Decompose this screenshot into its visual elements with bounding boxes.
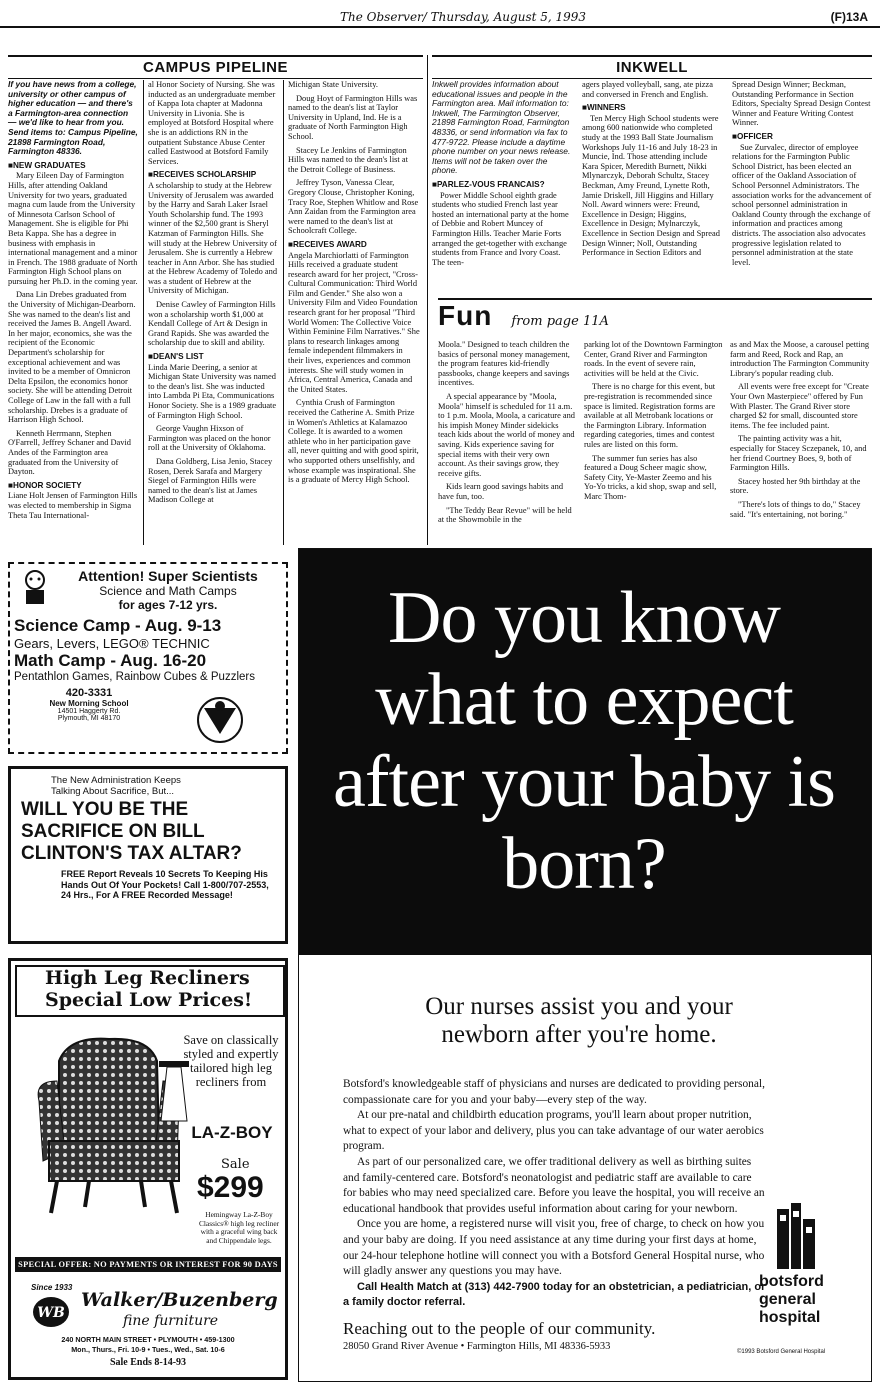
campus-intro: If you have news from a college, university or other campus of higher education — and there's a Farmington-area connection — we'd like to hear from you. Send items to: Campus Pipeline, 21898 Farmington Road, Farmington 48336.: [8, 79, 138, 157]
recliner-save-text: Save on classically styled and expertly tailored high leg recliners from: [183, 1033, 279, 1089]
recliner-sale-label: Sale: [221, 1157, 250, 1172]
fun-col-1: [438, 340, 578, 529]
fun-paragraph: parking lot of the Downtown Farmington Center, Grand River and Farmington roads. In the event of severe rain, activities will be held at the Civic.: [584, 340, 723, 378]
botsford-logo-line-2: general: [759, 1291, 816, 1308]
lazboy-logo: LA-Z-BOY: [191, 1123, 273, 1142]
campus-paragraph: Jeffrey Tyson, Vanessa Clear, Gregory Clouse, Christopher Koning, Tracy Roe, Stephen Whitlow and Rose Ann Zaidan from the Farmington area were named to the dean's list at Schoolcraft College.: [288, 178, 419, 236]
science-ad-address2: Plymouth, MI 48170: [57, 715, 121, 722]
store-hours: Mon., Thurs., Fri. 10-9 • Tues., Wed., Sat. 10-6: [71, 1345, 225, 1354]
botsford-paragraph: At our pre-natal and childbirth education programs, you'll learn about proper nutrition, what to expect of your labor and delivery, plus you can take advantage of our water aerobics program.: [343, 1109, 764, 1153]
fun-paragraph: Stacey hosted her 9th birthday at the store.: [730, 476, 861, 496]
fun-col-3: [730, 340, 872, 523]
fun-paragraph: The summer fun series has also featured a Doug Scheer magic show, Safety City, Ye-Master Zeemo and his Yo-Yo tricks, a kid shop, swap and sell, Marc Thom-: [584, 453, 717, 501]
campus-paragraph: Stacey Le Jenkins of Farmington Hills was named to the dean's list at the Detroit College of Business.: [288, 145, 408, 174]
inkwell-paragraph: Spread Design Winner; Beckman, Outstanding Performance in Section Editors, Specialty Spread Design Contest Winner and Feature Writing Contest Winner.: [732, 80, 871, 128]
recliner-description: Hemingway La-Z-Boy Classics® high leg recliner with a graceful wing back and Chippendale legs.: [198, 1210, 280, 1245]
page-number: (F)13A: [830, 10, 868, 24]
botsford-headline-panel: [299, 549, 871, 955]
campus-paragraph: Mary Eileen Day of Farmington Hills, after attending Oakland University for two years, graduated magna cum laude from the University of Minnesota Carlson School of Management. She is eligible for Phi Beta Kappa. She has a degree in business with emphasis in international management and a minor in French. The 1988 graduate of North Farmington High School plans on pursuing her Ph.D. in the coming year.: [8, 171, 138, 286]
fun-paragraph: as and Max the Moose, a carousel petting farm and Reed, Rock and Rap, an introduction The Farmington Community Library's popular reading club.: [730, 340, 870, 378]
fun-paragraph: "There's lots of things to do," Stacey said. "It's entertaining, not boring.": [730, 499, 861, 519]
fun-paragraph: Moola." Designed to teach children the basics of personal money management, the program features kid-friendly passbooks, change keepers and savings incentives.: [438, 340, 570, 388]
campus-pipeline-title: CAMPUS PIPELINE: [8, 55, 423, 79]
inkwell-paragraph: agers played volleyball, sang, ate pizza and conversed in French and English.: [582, 80, 713, 99]
scientist-icon: [16, 568, 54, 608]
botsford-address: 28050 Grand River Avenue • Farmington Hills, MI 48336-5933: [343, 1341, 611, 1352]
heading-new-graduates: ■ NEW GRADUATES: [8, 161, 138, 171]
botsford-logo-line-1: botsford: [759, 1273, 824, 1290]
science-camp-dates: Science Camp - Aug. 9-13: [14, 616, 222, 635]
recliner-headline-2: Special Low Prices!: [45, 989, 253, 1011]
campus-paragraph: Linda Marie Deering, a senior at Michigan State University was named to the dean's list. She was inducted into Lambda Pi Eta, Communications Honor Society. She is a 1989 graduate of Farmington High School.: [148, 362, 277, 420]
inkwell-paragraph: Sue Zurvalec, director of employee relations for the Farmington Public School District, has been elected an officer of the Oakland Association of School Personnel Administrators. The association works for the advancement of school personnel administration in Oakland County through the exchange of information and practices among districts. The association also advocates progressive legislation related to personnel administration at the state level.: [732, 142, 872, 267]
campus-paragraph: Cynthia Crush of Farmington received the Catherine A. Smith Prize in Women's Athletics at Kalamazoo College. It is awarded to a women athlete who in her participation gave all, never quitting and with good spirit, who supported others unselfishly, and whose example was inspirational. She is a graduate of Mercy High School.: [288, 398, 419, 485]
science-ad-school: New Morning School: [49, 699, 129, 708]
science-ad-subtitle: Science and Math Camps: [99, 584, 237, 598]
heading-winners: ■ WINNERS: [582, 103, 722, 113]
inkwell-col-3: [732, 80, 872, 271]
math-camp-topics: Pentathlon Games, Rainbow Cubes & Puzzlers: [14, 671, 255, 683]
store-name: Walker/Buzenberg: [81, 1289, 278, 1311]
inkwell-paragraph: Power Middle School eighth grade students who studied French last year hosted an international party at the home of Debbie and Robert Muncey of Farmington Hills. Teacher Marie Forts arranged the get-together with exchange students from France and Ivory Coast. The teen-: [432, 190, 569, 267]
fun-paragraph: There is no charge for this event, but pre-registration is recommended since space is limited. Registration forms are available at all Metrobank locations or the Farmington Library. Information regarding categories, times and contest rules are listed on this form.: [584, 382, 716, 449]
campus-paragraph: Kenneth Herrmann, Stephen O'Farrell, Jeffrey Schaner and David Andes of the Farmington area graduated from the University of Dayton.: [8, 428, 131, 477]
campus-paragraph: Angela Marchiorlatti of Farmington Hills received a graduate student research award for her project, "Cross-Cultural Communication: Third World Film and Gender." She also won a University Film and Video Foundation research grant for her proposal "Third World Women: The Collective Voice Within Feminine Film Narratives." She plans to research linkages among female independent filmmakers in their lives, experiences and common interests. She will study women in Africa, Central America, Canada and the United States.: [288, 250, 420, 394]
header-title: The Observer/ Thursday, August 5, 1993: [340, 10, 587, 24]
botsford-tagline-visible: Reaching out to the people of our community.: [343, 1319, 656, 1338]
inkwell-intro: Inkwell provides information about educational issues and people in the Farmington area. Mail information to: Inkwell, The Farmington Observer, 21898 Farmington Road, Farmington 48336, or send information via fax to 477-9722. Please include a daytime phone number on your news release. Items will not be taken over the phone.: [432, 79, 571, 176]
campus-paragraph: Dana Goldberg, Lisa Jenio, Stacey Rosen, Derek Sarafa and Margery Siegel of Farmington Hills were named to the dean's list at James Madison College at: [148, 456, 273, 505]
special-offer-banner: SPECIAL OFFER: NO PAYMENTS OR INTEREST FOR 90 DAYS: [15, 1257, 281, 1272]
fun-header: [438, 298, 872, 336]
store-since: Since 1933: [31, 1283, 73, 1292]
campus-paragraph: Dana Lin Drebes graduated from the University of Michigan-Dearborn. She was named to the dean's list and received the James B. Angell Award. In her major, economics, she was the recipient of the Economic Department's scholarship for exceptional achievement and was invited to be a member of Omnicron Delta Epsilon, the economics honor society. She will be attending Detroit College of Law in the fall with a full scholarship. Drebes is a graduate of Harrison High School.: [8, 290, 136, 425]
store-monogram-icon: [31, 1295, 71, 1329]
recliner-image: [29, 1031, 199, 1221]
inkwell-title: INKWELL: [432, 55, 872, 79]
inkwell-col-2: [582, 80, 722, 262]
recliner-head-box: [15, 965, 285, 1017]
botsford-subheadline: Our nurses assist you and your newborn after you're home.: [425, 993, 733, 1048]
math-camp-dates: Math Camp - Aug. 16-20: [14, 651, 207, 670]
school-logo-icon: [190, 694, 250, 746]
fun-from-page: from page 11A: [511, 314, 609, 329]
campus-paragraph: A scholarship to study at the Hebrew University of Jerusalem was awarded by the Harry and Sarah Laker Israel Youth Scholarship fund. The 1993 winner of the $2,500 grant is Sheryl Katzman of Farmington Hills. She will study at the Hebrew University of Jerusalem. She is currently a Hebrew teacher in Ann Arbor. She has studied at the Hebrew Academy of Toledo and was a student of Hebrew at the University of Michigan.: [148, 180, 278, 296]
clinton-ad-kicker-1: The New Administration Keeps: [51, 775, 181, 786]
sale-ends: Sale Ends 8-14-93: [109, 1357, 187, 1368]
science-ad-ages: for ages 7-12 yrs.: [118, 598, 218, 612]
recliner-price: $299: [197, 1171, 264, 1204]
botsford-paragraph: As part of our personalized care, we offer traditional delivery as well as birthing suites and family-centered care. Botsford's neonatologist and pediatric staff are available to care for babies who may need specialized care. Before you leave the hospital, you will receive an educational handbook that provides useful information about caring for your newborn.: [343, 1155, 765, 1215]
heading-deans-list: ■ DEAN'S LIST: [148, 352, 278, 362]
campus-paragraph: Michigan State University.: [288, 80, 378, 89]
science-ad-address1: 14501 Haggerty Rd.: [57, 708, 121, 715]
botsford-call-to-action: Call Health Match at (313) 442-7900 today for an obstetrician, a pediatrician, or a family doctor referral.: [343, 1280, 766, 1309]
heading-receives-scholarship: ■ RECEIVES SCHOLARSHIP: [148, 170, 278, 180]
botsford-headline: Do you know what to expect after your baby is born?: [333, 577, 835, 905]
fun-col-2: [584, 340, 724, 506]
clinton-ad-kicker-2: Talking About Sacrifice, But...: [51, 786, 175, 797]
campus-paragraph: Doug Hoyt of Farmington Hills was named to the dean's list at Taylor University in Upland, Ind. He is a graduate of North Farmington High School.: [288, 93, 418, 141]
fun-paragraph: "The Teddy Bear Revue" will be held at the Showmobile in the: [438, 505, 572, 525]
clinton-tax-ad: [8, 766, 288, 944]
fun-paragraph: Kids learn good savings habits and have fun, too.: [438, 482, 564, 501]
campus-paragraph: Liane Holt Jensen of Farmington Hills was elected to membership in Sigma Theta Tau International-: [8, 491, 138, 520]
botsford-ad: [298, 548, 872, 1382]
science-ad-phone: 420-3331: [65, 687, 113, 699]
recliner-ad: [8, 958, 288, 1380]
fun-paragraph: The painting activity was a hit, especially for Stacey Sczepanek, 10, and her friend Courtney Boes, 9, both of Farmington Hills.: [730, 434, 867, 473]
campus-col-2: [148, 80, 278, 509]
clinton-ad-body: FREE Report Reveals 10 Secrets To Keeping His Hands Out Of Your Pockets! Call 1-800/707-2553, 24 Hrs., For A FREE Recorded Message!: [61, 869, 269, 900]
campus-paragraph: al Honor Society of Nursing. She was inducted as an undergraduate member of Kappa Iota chapter at Madonna University in Livonia. She is employed at Botsford Hospital where she is an addictions RN in the outpatient Substance Abuse Center called Eastwood at Botsford Family Services.: [148, 80, 276, 166]
botsford-logo-icon: [771, 1201, 821, 1271]
botsford-copyright: ©1993 Botsford General Hospital: [737, 1349, 826, 1355]
heading-officer: ■ OFFICER: [732, 132, 872, 142]
heading-receives-award: ■ RECEIVES AWARD: [288, 240, 420, 250]
fun-title: Fun: [438, 300, 493, 331]
page-header: [0, 8, 880, 28]
fun-paragraph: All events were free except for "Create Your Own Masterpiece" offered by Fun With Plaster. The Grand River store charged $2 for small, discounted store items. The fee included paint.: [730, 382, 869, 430]
fun-paragraph: A special appearance by "Moola, Moola" himself is scheduled for 11 a.m. to 1 p.m. Moola, Moola, a caricature and his impish Money Minder sidekicks teach kids about the world of money and saving. Kids experience saving for special items with their very own account. As their savings grow, they receive gifts.: [438, 391, 575, 478]
inkwell-col-1: [432, 80, 572, 271]
svg-text:WB: WB: [37, 1305, 65, 1321]
heading-parlez-vous: ■ PARLEZ-VOUS FRANCAIS?: [432, 180, 572, 190]
campus-paragraph: Denise Cawley of Farmington Hills won a scholarship worth $1,000 at Kendall College of Art & Design in Grand Rapids. She was awarded the scholarship due to skill and ability.: [148, 300, 276, 348]
campus-col-3: [288, 80, 420, 489]
inkwell-paragraph: Ten Mercy High School students were among 600 nationwide who completed study at the 1993 Ball State Journalism Workshops July 11-16 and July 18-23 in Muncie, Ind. Those attending include Kara Spicer, Meredith Burnett, Nikki Mlynarczyk, Deborah Schultz, Stacey Beckman, Amy Freund, Lynette Roth, Jamie Driskell, Jill Higgins and Hillary Noll. Award winners were: Freund, Excellence in Design; Higgins, Excellence in Design; Mylnarczyk, Excellence in Section Design and Spread Design Winner; Noll, Outstanding Performance in Section Editors and: [582, 113, 720, 258]
botsford-paragraph: Once you are home, a registered nurse will visit you, free of charge, to check on how you and your baby are doing. If you need assistance at any time during your first days at home, our 24-hour telephone hotline will connect you with a Botsford General Hospital nurse, who will gladly answer any questions you may have.: [343, 1218, 765, 1278]
botsford-paragraph: Botsford's knowledgeable staff of physicians and nurses are dedicated to providing personal, compassionate care for you and your baby—every step of the way.: [343, 1078, 765, 1106]
campus-col-1: [8, 80, 138, 524]
science-camp-topics: Gears, Levers, LEGO® TECHNIC: [14, 636, 210, 651]
store-tagline: fine furniture: [123, 1313, 219, 1329]
heading-honor-society: ■ HONOR SOCIETY: [8, 481, 138, 491]
botsford-body: [343, 1077, 767, 1311]
store-address: 240 NORTH MAIN STREET • PLYMOUTH • 459-1300: [61, 1335, 235, 1344]
recliner-headline-1: High Leg Recliners: [45, 967, 250, 989]
science-camp-ad: [8, 562, 288, 754]
science-ad-headline: Attention! Super Scientists: [78, 568, 258, 584]
campus-paragraph: George Vaughn Hixson of Farmington was placed on the honor roll at the University of Oklahoma.: [148, 424, 271, 453]
botsford-logo-line-3: hospital: [759, 1309, 821, 1326]
clinton-ad-headline: WILL YOU BE THE SACRIFICE ON BILL CLINTON'S TAX ALTAR?: [21, 799, 242, 864]
